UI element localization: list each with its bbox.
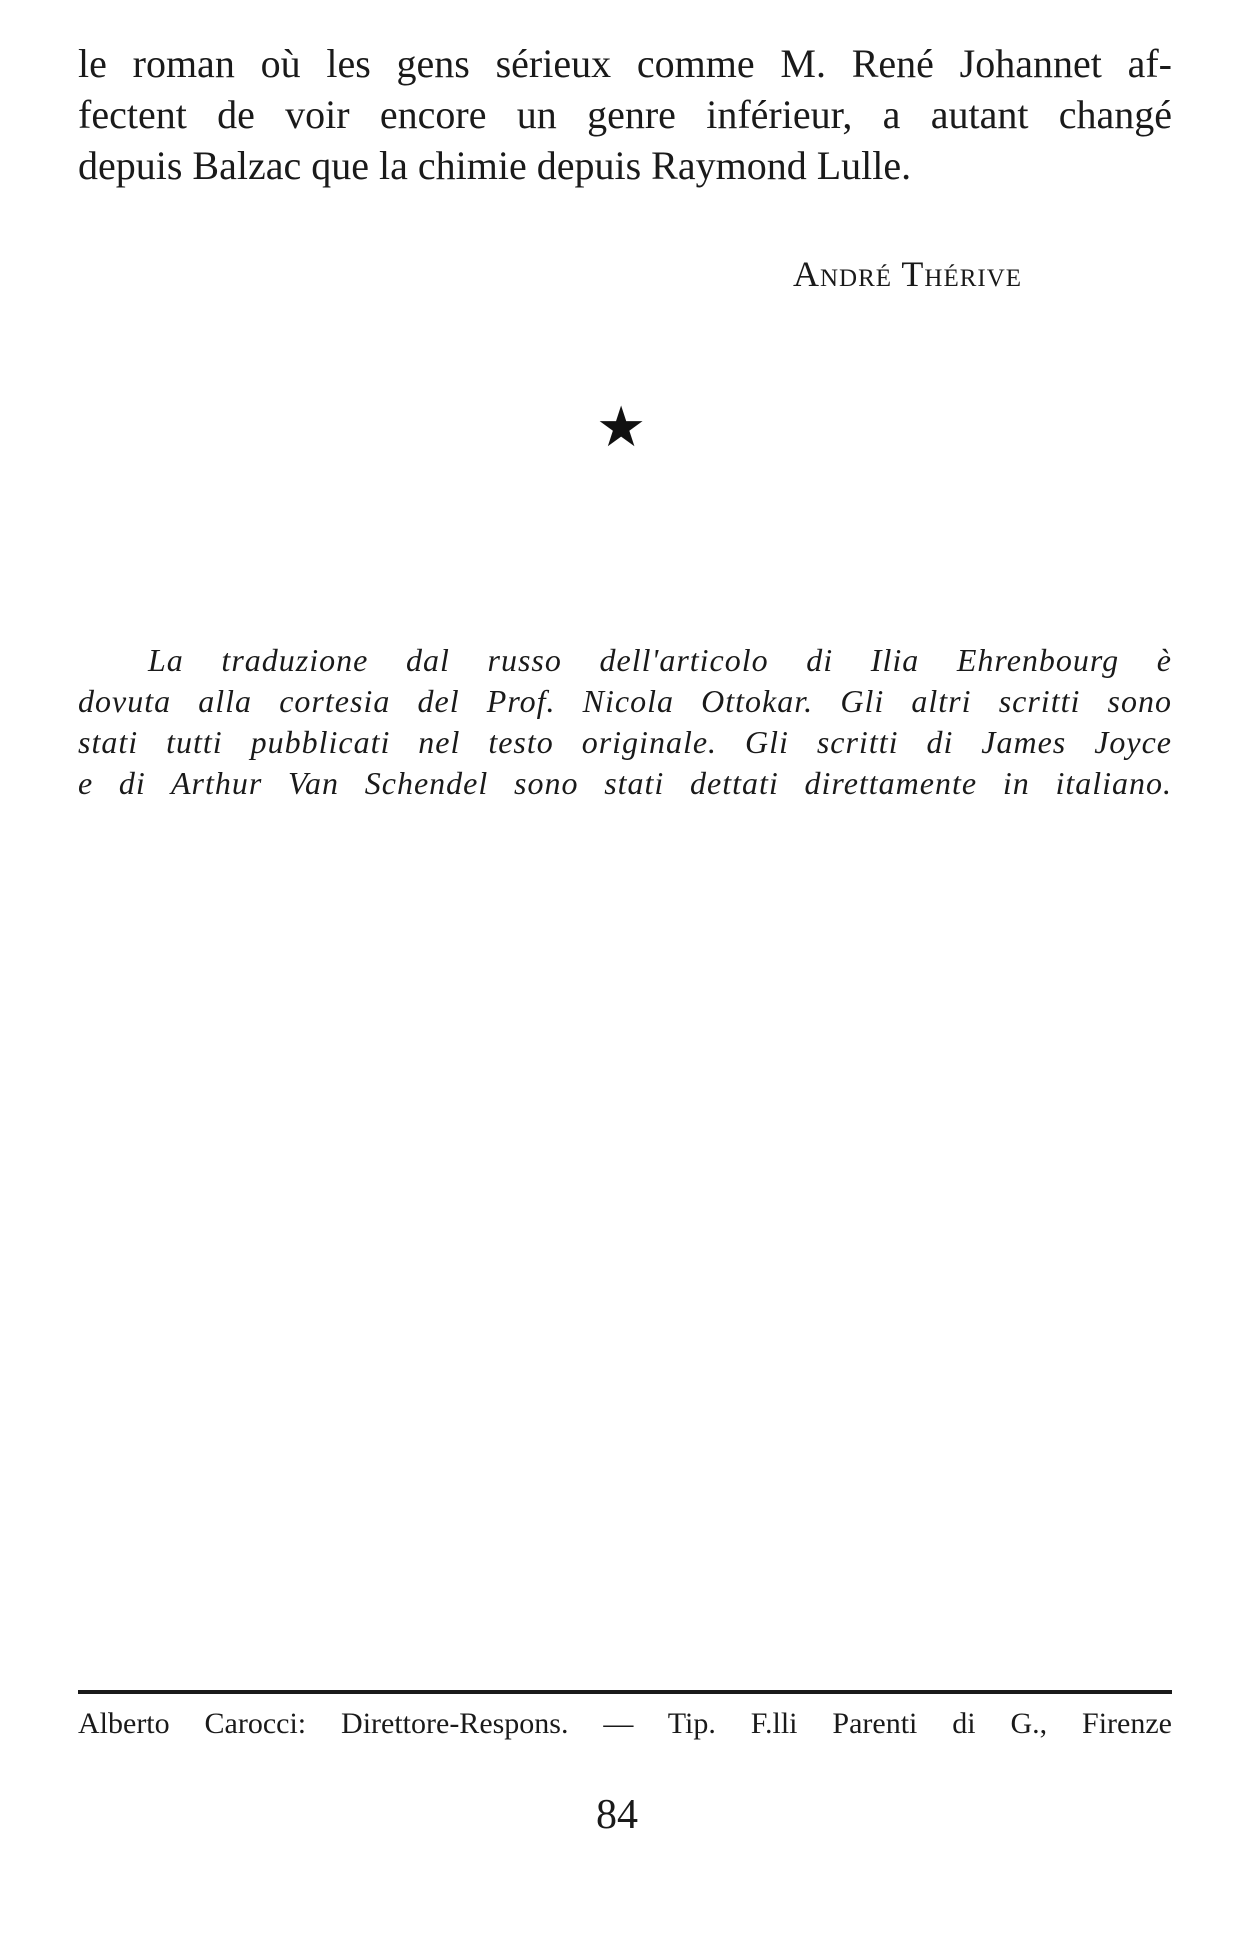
footer-rule <box>78 1690 1172 1694</box>
note-line: La traduzione dal russo dell'articolo di Ilia Ehrenbourg è <box>148 642 1172 678</box>
star-icon: ★ <box>596 395 647 460</box>
article-closing-paragraph <box>78 38 1172 191</box>
paragraph-line: le roman où les gens sérieux comme M. René Johannet af- <box>78 41 1172 86</box>
printer-imprint: Alberto Carocci: Direttore-Respons. — Tip. F.lli Parenti di G., Firenze <box>78 1707 1172 1740</box>
paragraph-line: fectent de voir encore un genre inférieur, a autant changé <box>78 92 1172 137</box>
page-number: 84 <box>596 1792 638 1838</box>
note-line: dovuta alla cortesia del Prof. Nicola Ottokar. Gli altri scritti sono <box>78 683 1172 719</box>
editorial-note <box>78 640 1172 804</box>
author-signature: André Thérive <box>793 254 1023 294</box>
note-line: e di Arthur Van Schendel sono stati dettati direttamente in italiano. <box>78 765 1172 801</box>
paragraph-line: depuis Balzac que la chimie depuis Raymond Lulle. <box>78 143 912 188</box>
note-line: stati tutti pubblicati nel testo originale. Gli scritti di James Joyce <box>78 724 1172 760</box>
